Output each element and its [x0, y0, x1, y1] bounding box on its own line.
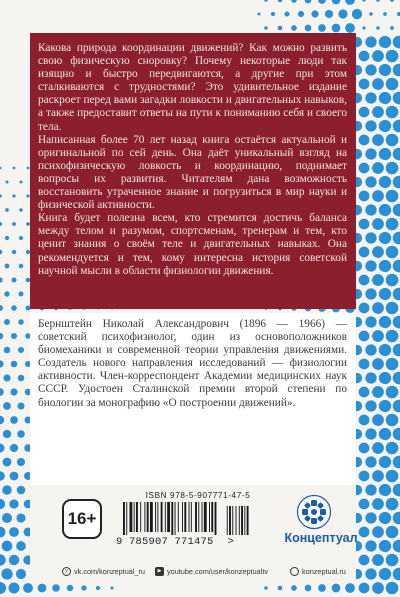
barcode-bar [195, 502, 197, 532]
dot [372, 498, 384, 510]
dot [2, 541, 13, 552]
dot [393, 484, 400, 497]
dot [19, 208, 22, 211]
dot [345, 0, 355, 5]
dot [369, 12, 372, 15]
dot [386, 442, 399, 455]
dot [0, 582, 6, 594]
dot [362, 26, 365, 29]
dot [305, 585, 312, 592]
dot [96, 586, 100, 590]
dot [0, 527, 5, 538]
dot [372, 78, 384, 90]
dot [386, 358, 399, 371]
dot [383, 12, 387, 16]
dot [311, 10, 318, 17]
dot [0, 360, 4, 367]
dot [0, 333, 3, 340]
dot [393, 316, 400, 329]
dot [0, 305, 3, 311]
dot [372, 330, 384, 342]
dot [27, 167, 30, 170]
dot [264, 0, 268, 2]
dot [386, 246, 399, 259]
dot [365, 568, 376, 579]
dot [278, 586, 283, 591]
dot [338, 9, 347, 18]
dot [393, 92, 400, 105]
dot [365, 232, 376, 243]
dot [372, 358, 384, 370]
dot [10, 472, 19, 481]
dot [365, 92, 376, 103]
barcode-bar [239, 506, 240, 535]
barcode-bar [123, 502, 125, 535]
dot [365, 372, 376, 383]
globe-icon [290, 567, 299, 576]
dot [386, 302, 399, 315]
dot [365, 512, 376, 523]
dot [365, 288, 376, 299]
barcode-bar [136, 502, 138, 532]
social-youtube-link[interactable]: youtube.com/user/konzeptualtv [167, 566, 268, 576]
author-bio-text: Бернштейн Николай Александрович (1896 — 1966) — советский психофизиолог, один из основоположников биомеханики и современной теории управления движениями. Создатель нового направления исследований — физиологии активности. Член-корреспондент Академии медицинских наук СССР. Удостоен Сталинской премии второй степени по биологии за монографию «О построении движений». [38, 318, 347, 409]
dot [379, 568, 391, 580]
dot [372, 218, 384, 230]
dot [365, 484, 376, 495]
dot [365, 456, 376, 467]
dot [0, 277, 3, 282]
dot [372, 414, 384, 426]
dot [365, 316, 376, 327]
dot [110, 586, 113, 589]
dot [393, 540, 400, 553]
dot [379, 512, 391, 524]
dot [291, 585, 297, 591]
dot [362, 0, 365, 2]
dot [359, 135, 370, 146]
social-vk[interactable] [62, 565, 145, 577]
barcode-bar [204, 502, 207, 532]
dot [359, 51, 370, 62]
dot [376, 0, 380, 2]
dot [12, 194, 15, 197]
dot [393, 568, 400, 581]
dot [393, 148, 400, 161]
barcode-bar [178, 502, 179, 532]
dot [359, 499, 370, 510]
dot [318, 584, 326, 592]
dot [0, 471, 5, 481]
dot [12, 222, 16, 226]
dot [52, 584, 60, 592]
dot [386, 526, 399, 539]
dot [0, 222, 2, 226]
dot [345, 583, 355, 593]
dot [359, 415, 370, 426]
dot [372, 554, 384, 566]
dot [4, 347, 11, 354]
barcode-bar [155, 502, 156, 532]
dot [372, 442, 384, 454]
dot [0, 499, 5, 509]
dot [372, 162, 384, 174]
dot [0, 416, 4, 424]
dot [4, 291, 9, 296]
dot [5, 208, 9, 212]
dot [17, 430, 25, 438]
dot [12, 250, 16, 254]
dot [359, 331, 370, 342]
dot [393, 232, 400, 245]
dot [264, 586, 268, 590]
barcode-bar [191, 502, 192, 532]
dot [11, 333, 17, 339]
dot [5, 264, 10, 269]
dot [359, 79, 370, 90]
dot [257, 12, 260, 15]
social-site[interactable] [290, 565, 346, 577]
barcode-digits [116, 536, 286, 548]
dot [271, 12, 275, 16]
dot [0, 554, 6, 565]
dot [359, 387, 370, 398]
dot [5, 180, 8, 183]
dot [352, 9, 362, 19]
dot [0, 194, 2, 197]
dot [278, 26, 283, 31]
dot [372, 302, 384, 314]
youtube-icon: ▶ [155, 567, 164, 576]
dot [386, 162, 399, 175]
dot [2, 485, 11, 494]
dot [17, 458, 25, 466]
dot [10, 444, 18, 452]
dot [10, 416, 18, 424]
dot [3, 458, 12, 467]
barcode-bar [144, 502, 145, 532]
dot [379, 176, 391, 188]
dot [67, 585, 73, 591]
dot [386, 386, 399, 399]
barcode-bar [229, 506, 231, 535]
dot [359, 359, 370, 370]
dot [386, 582, 399, 595]
dot [365, 540, 376, 551]
dot [379, 540, 391, 552]
dot [379, 428, 391, 440]
barcode-bar [130, 502, 133, 532]
dot [359, 191, 370, 202]
dot [372, 106, 384, 118]
author-bio-panel [30, 313, 356, 485]
dot [9, 527, 19, 537]
dot [393, 288, 400, 301]
publisher-name: Концептуал [284, 531, 358, 545]
dot [359, 527, 370, 538]
dot [372, 190, 384, 202]
dot [379, 64, 391, 76]
barcode-bar [171, 502, 173, 535]
dot [359, 219, 370, 230]
dot [38, 584, 47, 593]
dot [372, 50, 384, 62]
age-rating-badge: 16+ [62, 499, 102, 539]
dot [386, 134, 399, 147]
dot [16, 513, 25, 522]
dot [393, 456, 400, 469]
dot [372, 526, 384, 538]
dot [264, 26, 268, 30]
social-site-link[interactable]: konzeptual.ru [302, 566, 346, 576]
dot [1, 568, 12, 579]
dot [379, 148, 391, 160]
dot [23, 583, 33, 593]
dot [386, 330, 399, 343]
dot [379, 344, 391, 356]
dot [386, 470, 399, 483]
description-paragraph: Написанная более 70 лет назад книга остаётся актуальной и оригинальной по сей день. Она даёт уникальный взгляд на психофизическую ловкость и координацию, поднимает вопросы их развития. Читателям дана возможность восстановить утраченное знание и погрузиться в мир науки и физической активности. [38, 133, 347, 212]
dot [393, 176, 400, 189]
barcode-bar [202, 502, 203, 532]
barcode-bar [157, 502, 158, 532]
dot [386, 274, 399, 287]
dot [305, 0, 312, 3]
dot [0, 444, 5, 453]
dot [298, 11, 304, 17]
social-youtube[interactable] [155, 565, 268, 577]
dot [365, 148, 376, 159]
barcode-bar [175, 502, 176, 535]
dot [325, 10, 333, 18]
dot [379, 232, 391, 244]
barcode-bar [134, 502, 135, 532]
dot [386, 414, 399, 427]
dot [386, 190, 399, 203]
dot [12, 278, 17, 283]
dot [359, 107, 370, 118]
dot [365, 176, 376, 187]
dot [20, 181, 23, 184]
dot [345, 23, 355, 33]
dot [0, 388, 4, 396]
dot [379, 204, 391, 216]
dot [3, 402, 11, 410]
dot [359, 163, 370, 174]
dot [372, 274, 384, 286]
barcode-bar [232, 506, 233, 535]
barcode-bar [140, 502, 141, 532]
dot [359, 303, 370, 314]
barcode-bar [244, 506, 245, 535]
dot [318, 24, 326, 32]
dot [17, 486, 26, 495]
dot [365, 344, 376, 355]
dot [318, 0, 326, 4]
dot [393, 400, 400, 413]
dot [393, 512, 400, 525]
dot [365, 428, 376, 439]
barcode-bar [227, 506, 228, 535]
barcode-addon: > [227, 536, 235, 548]
dot [19, 236, 23, 240]
dot [16, 569, 26, 579]
dot [17, 402, 24, 409]
dot [18, 375, 25, 382]
barcode-bar [241, 506, 243, 535]
dot [372, 470, 384, 482]
dot [359, 555, 370, 566]
barcode-bar [211, 502, 213, 532]
dot [4, 319, 10, 325]
barcode-bar [184, 502, 186, 532]
barcode-bar [189, 502, 190, 532]
description-panel [30, 33, 356, 309]
dot [365, 400, 376, 411]
dot [379, 484, 391, 496]
dot [390, 0, 394, 2]
barcode-bar [150, 502, 153, 532]
social-vk-link[interactable]: vk.com/konzeptual_ru [74, 566, 145, 576]
dot [379, 36, 391, 48]
dot [372, 134, 384, 146]
barcode-bar [161, 502, 163, 532]
barcode-bar [209, 502, 210, 532]
dot [0, 250, 2, 255]
dot [386, 78, 399, 91]
dot [379, 316, 391, 328]
dot [372, 246, 384, 258]
dot [291, 0, 297, 3]
dot [0, 167, 1, 170]
barcode-bar [236, 506, 237, 535]
dot [386, 498, 399, 511]
dot [372, 582, 384, 594]
dot [386, 554, 399, 567]
dot [359, 247, 370, 258]
dot [278, 0, 283, 2]
dot [359, 275, 370, 286]
dot [393, 428, 400, 441]
isbn-text: ISBN 978-5-907771-47-5 [145, 491, 251, 500]
barcode-bar [167, 502, 170, 532]
dot [18, 291, 23, 296]
dot [386, 50, 399, 63]
dot [365, 260, 376, 271]
dot [284, 11, 289, 16]
dot [372, 386, 384, 398]
dot [305, 25, 312, 32]
dot [332, 0, 341, 4]
dot [9, 583, 20, 594]
dot [10, 388, 17, 395]
dot [393, 36, 400, 49]
dot [11, 305, 16, 310]
dot [365, 64, 376, 75]
publisher-emblem-icon [296, 494, 332, 530]
barcode-bar [247, 506, 249, 535]
dot [81, 585, 86, 590]
dot [19, 264, 24, 269]
dot [379, 260, 391, 272]
dot [359, 583, 370, 594]
dot [9, 555, 19, 565]
dot [393, 260, 400, 273]
barcode-number: 9 785907 771475 [116, 536, 214, 548]
dot [393, 64, 400, 77]
dot [393, 120, 400, 133]
dot [393, 372, 400, 385]
dot [379, 456, 391, 468]
barcode-bar [182, 502, 183, 532]
barcode-bar [198, 502, 199, 532]
dot [379, 92, 391, 104]
dot [365, 36, 376, 47]
barcode-bar [165, 502, 166, 532]
dot [332, 584, 341, 593]
dot [18, 347, 24, 353]
dot [5, 236, 9, 240]
dot [359, 443, 370, 454]
dot [379, 120, 391, 132]
dot [9, 499, 18, 508]
dot [3, 430, 11, 438]
dot [11, 361, 18, 368]
dot [393, 204, 400, 217]
barcode-bar [147, 502, 149, 532]
dot [2, 513, 12, 523]
dot [379, 288, 391, 300]
dot [291, 25, 297, 31]
vk-icon: v [62, 567, 71, 576]
dot [379, 400, 391, 412]
dot [365, 120, 376, 131]
dot [390, 26, 394, 30]
dot [376, 26, 380, 30]
barcode-bar [126, 502, 127, 535]
dot [332, 24, 341, 33]
barcode [121, 502, 283, 536]
dot [359, 471, 370, 482]
dot [3, 374, 10, 381]
barcode-bar [215, 502, 217, 535]
dot [365, 204, 376, 215]
dot [18, 319, 24, 325]
dot [379, 372, 391, 384]
dot [386, 218, 399, 231]
dot [13, 167, 16, 170]
dot [16, 541, 26, 551]
dot [386, 106, 399, 119]
description-paragraph: Какова природа координации движений? Как можно развить свою физическую сноровку? Почему некоторые люди так изящно и быстро передвигаются, а другие при этом сталкиваются с трудностями? Это удивительное издание раскроет перед вами загадки ловкости и двигательных навыков, а также предоставит ответы на пути к пониманию себя и своего тела. [38, 42, 347, 133]
dot [393, 344, 400, 357]
description-paragraph: Книга будет полезна всем, кто стремится достичь баланса между телом и разумом, спортсменам, тренерам и тем, кто ценит знания о своём теле и двигательных навыках. Она рекомендуется и тем, кому интересна история советской научной мысли в области физиологии движения. [38, 212, 347, 277]
